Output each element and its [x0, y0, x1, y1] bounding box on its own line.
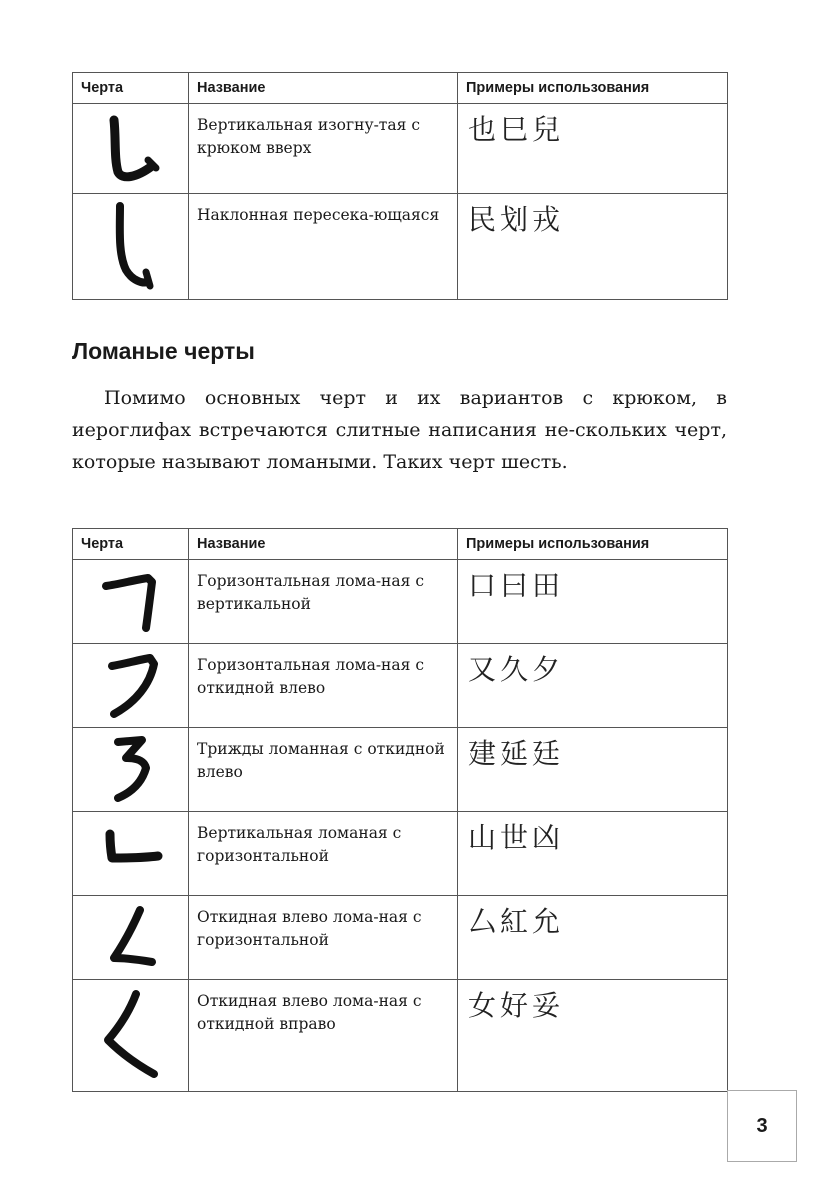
table-row	[73, 194, 728, 300]
header-name: Название	[189, 73, 458, 104]
stroke-examples: 厶紅允	[458, 896, 728, 980]
vertical-hook-up-stroke-icon	[96, 108, 166, 188]
body-paragraph: Помимо основных черт и их вариантов с крюком, в иероглифах встречаются слитные написания не-скольких черт, которые называют ломаными. Таких черт шесть.	[72, 387, 727, 473]
header-examples: Примеры использования	[458, 529, 728, 560]
header-stroke: Черта	[73, 529, 189, 560]
stroke-examples: 建延廷	[458, 728, 728, 812]
section-title: Ломаные черты	[72, 338, 255, 364]
header-stroke: Черта	[73, 73, 189, 104]
header-examples: Примеры использования	[458, 73, 728, 104]
vertical-horizontal-break-stroke-icon	[96, 816, 166, 890]
table-row	[73, 560, 728, 644]
triple-break-left-falling-stroke-icon	[96, 732, 166, 806]
stroke-examples: 又久夕	[458, 644, 728, 728]
stroke-name: Наклонная пересека-ющаяся	[189, 194, 458, 300]
horizontal-vertical-break-stroke-icon	[96, 564, 166, 638]
table-row	[73, 896, 728, 980]
table-row	[73, 728, 728, 812]
stroke-name: Вертикальная ломаная с горизонтальной	[189, 812, 458, 896]
page-number: 3	[727, 1090, 797, 1162]
stroke-name: Горизонтальная лома-ная с вертикальной	[189, 560, 458, 644]
table-row	[73, 644, 728, 728]
left-falling-right-falling-break-stroke-icon	[96, 984, 166, 1084]
horizontal-left-falling-break-stroke-icon	[96, 648, 166, 722]
stroke-name: Трижды ломанная с откидной влево	[189, 728, 458, 812]
table-row	[73, 812, 728, 896]
strokes-table-1	[72, 72, 728, 300]
left-falling-horizontal-break-stroke-icon	[96, 900, 166, 974]
strokes-table-2	[72, 528, 728, 1092]
stroke-examples: 也巳兒	[458, 104, 728, 194]
stroke-name: Откидная влево лома-ная с горизонтальной	[189, 896, 458, 980]
stroke-name: Откидная влево лома-ная с откидной вправо	[189, 980, 458, 1092]
stroke-name: Вертикальная изогну-тая с крюком вверх	[189, 104, 458, 194]
stroke-examples: 女好妥	[458, 980, 728, 1092]
table-row	[73, 980, 728, 1092]
stroke-examples: 山世凶	[458, 812, 728, 896]
table-row	[73, 104, 728, 194]
stroke-examples: 民划戎	[458, 194, 728, 300]
stroke-examples: 口曰田	[458, 560, 728, 644]
header-name: Название	[189, 529, 458, 560]
slanted-crossing-stroke-icon	[96, 198, 166, 294]
stroke-name: Горизонтальная лома-ная с откидной влево	[189, 644, 458, 728]
